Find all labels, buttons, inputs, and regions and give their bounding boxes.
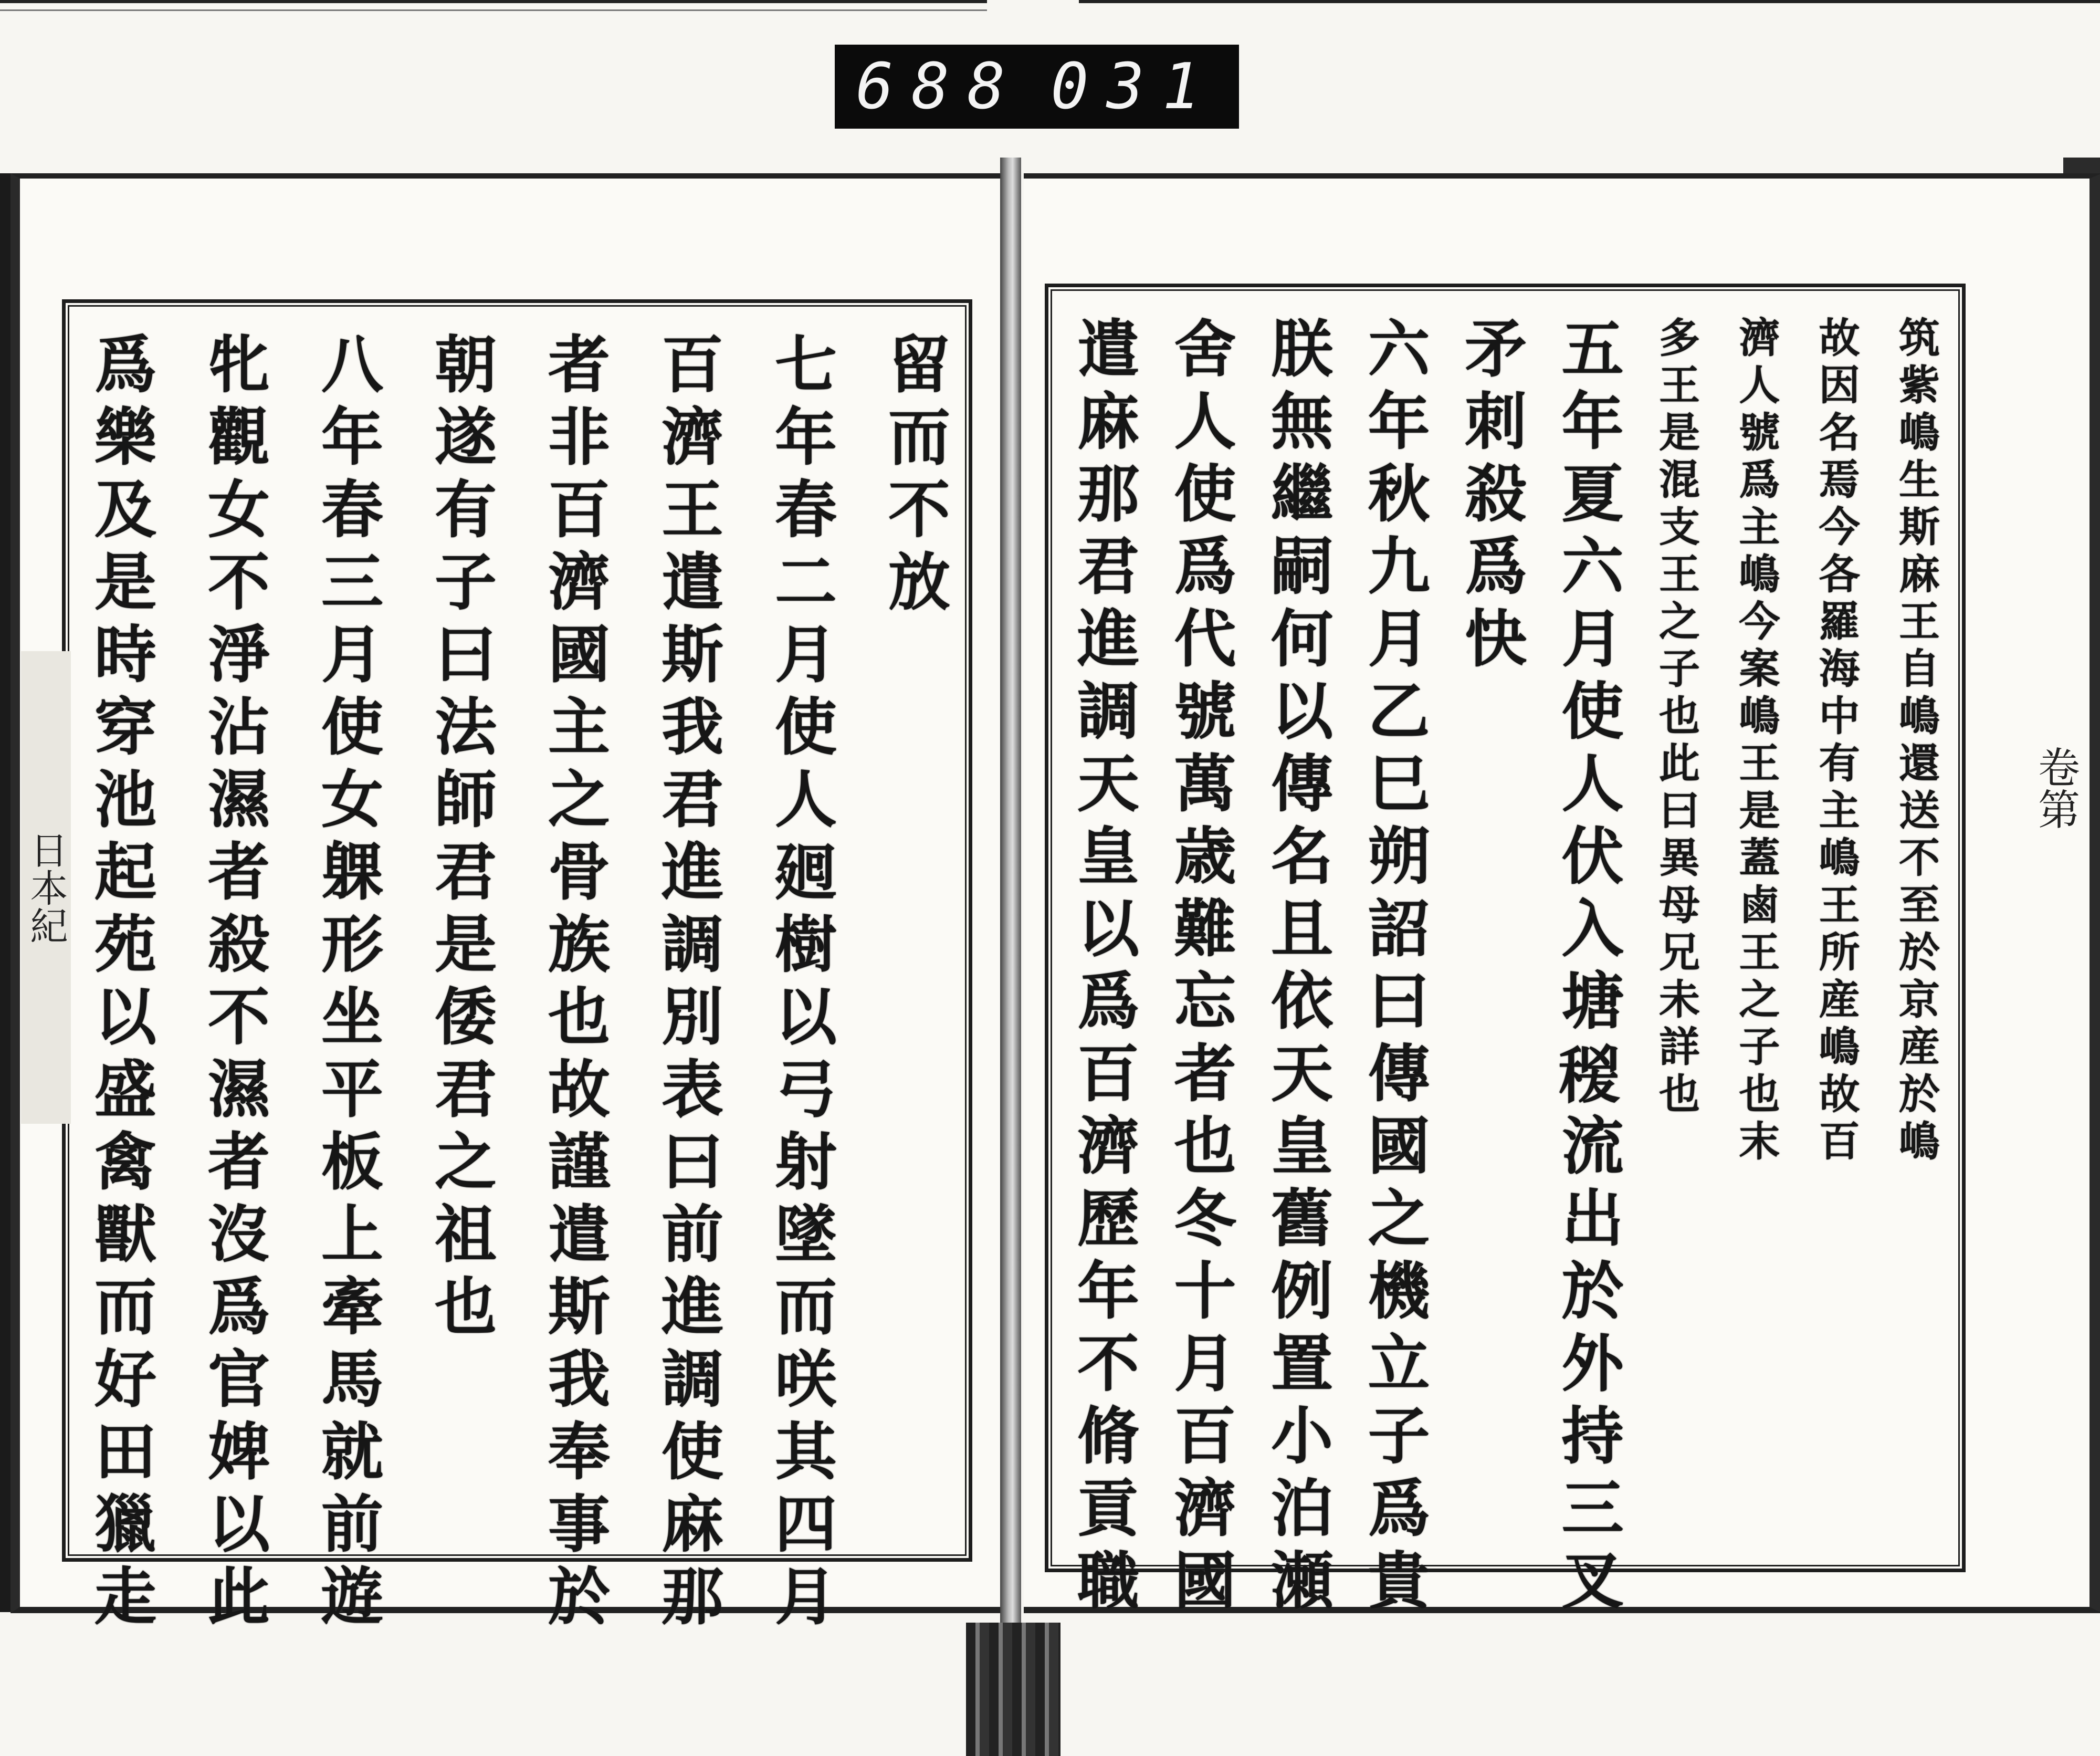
left-column-7: 牝觀女不淨沾濕者殺不濕者沒爲官婢以此 bbox=[197, 332, 270, 1636]
right-note-column-4: 多王是混支王之子也此曰異母兄未詳也 bbox=[1652, 316, 1700, 1120]
left-page-text bbox=[84, 332, 951, 1636]
left-column-3: 百濟王遣斯我君進調別表曰前進調使麻那 bbox=[651, 332, 724, 1636]
binding-gutter bbox=[1000, 158, 1021, 1756]
right-column-2: 矛刺殺爲快 bbox=[1454, 316, 1528, 678]
right-column-1: 五年夏六月使人伏入塘𥟛流出於外持三叉 bbox=[1551, 316, 1624, 1621]
right-note-column-3: 濟人號爲主嶋今案嶋王是蓋鹵王之子也末 bbox=[1732, 316, 1780, 1167]
right-page-frame bbox=[1045, 284, 1966, 1621]
top-rule-thin bbox=[0, 9, 987, 11]
film-number-label bbox=[835, 45, 1239, 129]
binding-block bbox=[966, 1623, 1060, 1756]
film-number-left: 688 bbox=[856, 50, 1023, 123]
right-column-3: 六年秋九月乙巳朔詔曰傳國之機立子爲貴 bbox=[1357, 316, 1431, 1621]
left-page-frame bbox=[62, 299, 972, 1636]
right-page bbox=[1024, 173, 2100, 1621]
left-column-2: 七年春二月使人𢌞樹以弓射墜而咲其四月 bbox=[764, 332, 837, 1636]
left-column-4: 者非百濟國主之骨族也故謹遣斯我奉事於 bbox=[538, 332, 611, 1636]
right-page-text bbox=[1067, 316, 1940, 1621]
left-column-6: 八年春三月使女躶形坐平板上牽馬就前遊 bbox=[311, 332, 384, 1636]
top-rule-left bbox=[0, 0, 987, 3]
left-column-1: 留而不放 bbox=[878, 332, 951, 622]
right-column-4: 朕無繼嗣何以傳名且依天皇舊例置小泊瀬 bbox=[1261, 316, 1334, 1621]
right-note-column-2: 故因名焉今各羅海中有主嶋王所産嶋故百 bbox=[1812, 316, 1860, 1167]
left-column-8: 爲樂及是時穿池起苑以盛禽獸而好田獵走 bbox=[84, 332, 157, 1636]
left-page bbox=[10, 173, 1004, 1636]
right-column-6: 遣麻那君進調天皇以爲百濟歷年不脩貢職 bbox=[1067, 316, 1140, 1621]
right-page-header: 卷第 bbox=[2031, 746, 2080, 830]
right-column-5: 舍人使爲代號萬歳難忘者也冬十月百濟國 bbox=[1163, 316, 1237, 1621]
left-page-header: 日本紀 bbox=[21, 651, 71, 1124]
top-rule-right bbox=[1079, 0, 2100, 3]
film-number-right: 031 bbox=[1051, 50, 1218, 123]
left-column-5: 朝遂有子曰法師君是倭君之祖也 bbox=[424, 332, 497, 1346]
right-note-column-1: 筑紫嶋生斯麻王自嶋還送不至於京産於嶋 bbox=[1892, 316, 1940, 1167]
